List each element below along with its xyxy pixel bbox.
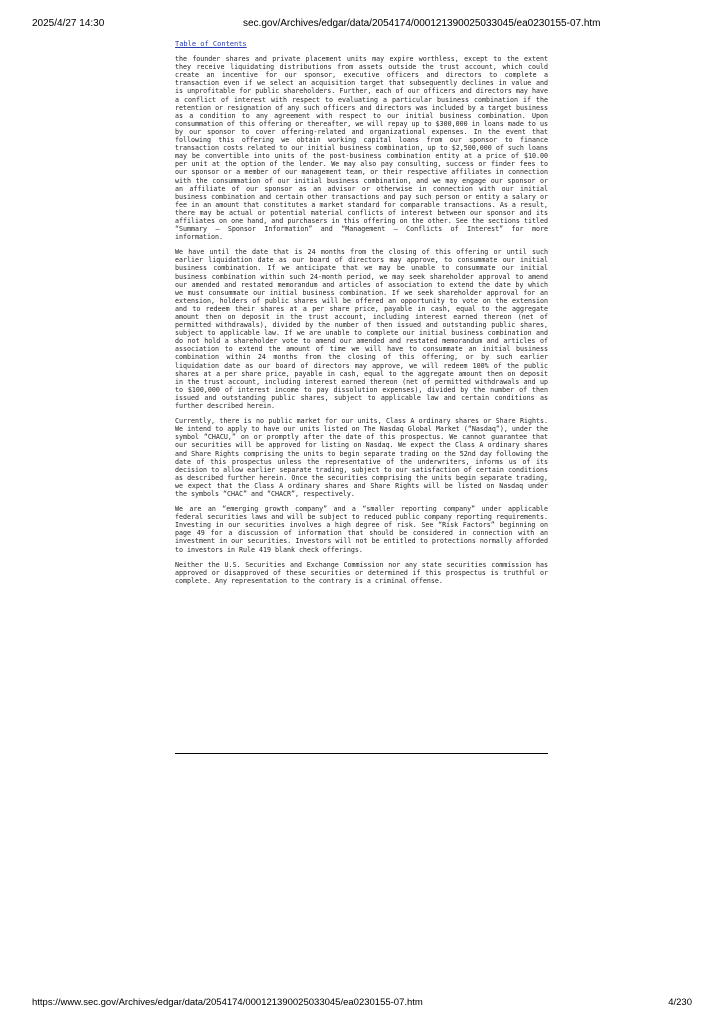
footer-url: https://www.sec.gov/Archives/edgar/data/2054174/000121390025033045/ea0230155-07.htm <box>32 997 423 1008</box>
paragraph-market-listing: Currently, there is no public market for our units, Class A ordinary shares or Share Rights. We intend to apply to have our units listed on The Nasdaq Global Market (“Nasdaq”), under the symbol “CHACU,” on or promptly after the date of this prospectus. We cannot guarantee that our securities will be approved for listing on Nasdaq. We expect the Class A ordinary shares and Share Rights comprising the units to begin separate trading on the 52nd day following the date of this prospectus unless the representative of the underwriters, informs us of its decision to allow earlier separate trading, subject to our satisfaction of certain conditions as described further herein. Once the securities comprising the units begin separate trading, we expect that the Class A ordinary shares and Share Rights will be listed on Nasdaq under the symbols “CHAC” and “CHACR”, respectively. <box>175 417 548 498</box>
page-number: 4/230 <box>668 997 692 1008</box>
document-body <box>175 40 548 592</box>
paragraph-emerging-growth-company: We are an “emerging growth company” and a “smaller reporting company” under applicable federal securities laws and will be subject to reduced public company reporting requirements. Investing in our securities involves a high degree of risk. See “Risk Factors” beginning on page 49 for a discussion of information that should be considered in connection with an investment in our securities. Investors will not be entitled to protections normally afforded to investors in Rule 419 blank check offerings. <box>175 505 548 554</box>
print-header <box>32 18 692 32</box>
paragraph-conflicts-of-interest: the founder shares and private placement units may expire worthless, except to the extent they receive liquidating distributions from assets outside the trust account, which could create an incentive for our sponsor, executive officers and directors to complete a transaction even if we select an acquisition target that subsequently declines in value and is unprofitable for public shareholders. Further, each of our officers and directors may have a conflict of interest with respect to evaluating a particular business combination if the retention or resignation of any such officers and directors was included by a target business as a condition to any agreement with respect to our initial business combination. Upon consummation of this offering or thereafter, we will repay up to $300,000 in loans made to us by our sponsor to cover offering-related and organizational expenses. In the event that following this offering we obtain working capital loans from our sponsor to finance transaction costs related to our initial business combination, up to $2,500,000 of such loans may be convertible into units of the post-business combination entity at a price of $10.00 per unit at the option of the lender. We may also pay consulting, success or finder fees to our sponsor or a member of our management team, or their respective affiliates in connection with the consummation of our initial business combination, and we may engage our sponsor or an affiliate of our sponsor as an advisor or otherwise in connection with our initial business combination and certain other transactions and pay such person or entity a salary or fee in an amount that constitutes a market standard for comparable transactions. As a result, there may be actual or potential material conflicts of interest between our sponsor and its affiliates on one hand, and purchasers in this offering on the other. See the sections titled “Summary — Sponsor Information” and “Management — Conflicts of Interest” for more information. <box>175 55 548 242</box>
section-divider <box>175 753 548 754</box>
paragraph-sec-disclaimer: Neither the U.S. Securities and Exchange Commission nor any state securities commission has approved or disapproved of these securities or determined if this prospectus is truthful or complete. Any representation to the contrary is a criminal offense. <box>175 560 548 585</box>
print-url: sec.gov/Archives/edgar/data/2054174/000121390025033045/ea0230155-07.htm <box>243 18 601 29</box>
paragraph-business-combination-deadline: We have until the date that is 24 months from the closing of this offering or until such earlier liquidation date as our board of directors may approve, to consummate our initial business combination. If we anticipate that we may be unable to consummate our initial business combination within such 24-month period, we may seek shareholder approval to amend our amended and restated memorandum and articles of association to extend the date by which we must consummate our initial business combination. If we seek shareholder approval for an extension, holders of public shares will be offered an opportunity to vote on the extension and to redeem their shares at a per share price, payable in cash, equal to the aggregate amount then on deposit in the trust account, including interest earned thereon (net of permitted withdrawals), divided by the number of then issued and outstanding public shares, subject to applicable law. If we are unable to complete our initial business combination and do not hold a shareholder vote to amend our amended and restated memorandum and articles of association to extend the amount of time we will have to consummate an initial business combination within 24 months from the closing of this offering, or by such earlier liquidation date as our board of directors may approve, we will redeem 100% of the public shares at a per share price, payable in cash, equal to the aggregate amount then on deposit in the trust account, including interest earned thereon (net of permitted withdrawals and up to $100,000 of interest income to pay dissolution expenses), divided by the number of then issued and outstanding public shares, subject to applicable law and certain conditions as further described herein. <box>175 248 548 411</box>
print-footer <box>32 997 692 1011</box>
table-of-contents-link[interactable]: Table of Contents <box>175 40 247 48</box>
print-datetime: 2025/4/27 14:30 <box>32 18 105 29</box>
